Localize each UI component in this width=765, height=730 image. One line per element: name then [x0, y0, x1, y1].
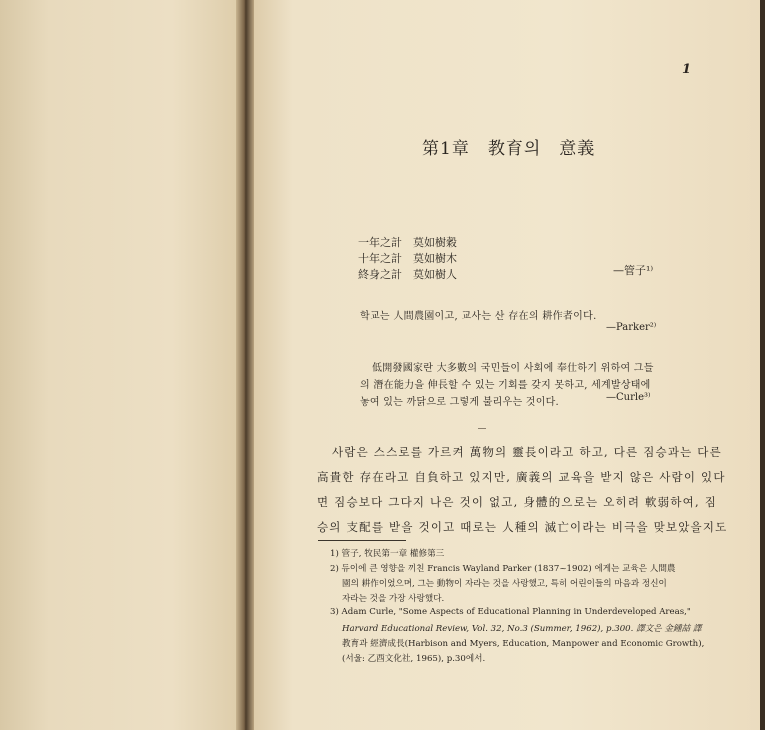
- epigraph-line: 十年之計 莫如樹木: [358, 252, 457, 265]
- footnote: 教育과 經濟成長(Harbison and Myers, Education, Manpower and Economic Growth),: [342, 639, 705, 649]
- quote-line: 低開發國家란 大多數의 국민들이 사회에 奉仕하기 위하여 그들: [372, 363, 654, 374]
- chapter-title: 第1章 教育의 意義: [422, 139, 596, 159]
- footnote-divider: [318, 540, 406, 541]
- mark: [478, 428, 486, 429]
- page-edge: [760, 0, 765, 730]
- footnote: (서울: 乙酉文化社, 1965), p.30에서.: [342, 654, 486, 664]
- body-line: 승의 支配를 받을 것이고 때로는 人種의 滅亡이라는 비극을 맞보았을지도: [317, 520, 728, 534]
- epigraph-line: 一年之計 莫如樹穀: [358, 236, 457, 249]
- body-line: 사람은 스스로를 가르켜 萬物의 靈長이라고 하고, 다른 짐승과는 다른: [332, 445, 722, 459]
- epigraph-attribution: —管子¹⁾: [613, 264, 654, 277]
- footnote: 2) 듀이에 큰 영향을 끼친 Francis Wayland Parker (1837~1902) 에게는 교육은 人間農: [330, 564, 676, 574]
- quote-attribution: —Parker²⁾: [606, 322, 657, 333]
- body-line: 면 짐승보다 그다지 나은 것이 없고, 身體的으로는 오히려 軟弱하여, 짐: [317, 495, 718, 509]
- body-line: 高貴한 存在라고 自負하고 있지만, 廣義의 교육을 받지 않은 사람이 있다: [317, 470, 726, 484]
- quote-line: 놓여 있는 까닭으로 그렇게 불리우는 것이다.: [360, 397, 559, 408]
- quote-text: 학교는 人間農園이고, 교사는 산 存在의 耕作者이다.: [360, 311, 597, 322]
- epigraph-line: 終身之計 莫如樹人: [358, 268, 457, 281]
- page-number: 1: [682, 62, 692, 77]
- left-page: [0, 0, 246, 730]
- book-gutter: [236, 0, 254, 730]
- footnote: 1) 管子, 牧民第一章 權修第三: [330, 549, 445, 559]
- footnote: 園의 耕作이었으며, 그는 動物이 자라는 것을 사랑했고, 특히 어린이들의 마음과 정신이: [342, 579, 667, 589]
- quote-attribution: —Curle³⁾: [606, 392, 651, 403]
- footnote: 자라는 것을 가장 사랑했다.: [342, 594, 445, 604]
- footnote: 3) Adam Curle, "Some Aspects of Educational Planning in Underdeveloped Areas,": [330, 607, 691, 617]
- footnote: Harvard Educational Review, Vol. 32, No.3 (Summer, 1962), p.300. 譯文은 金鍾喆 譯: [342, 624, 702, 634]
- quote-line: 의 潛在能力을 伸長할 수 있는 기회를 갖지 못하고, 세계발상태에: [360, 380, 651, 391]
